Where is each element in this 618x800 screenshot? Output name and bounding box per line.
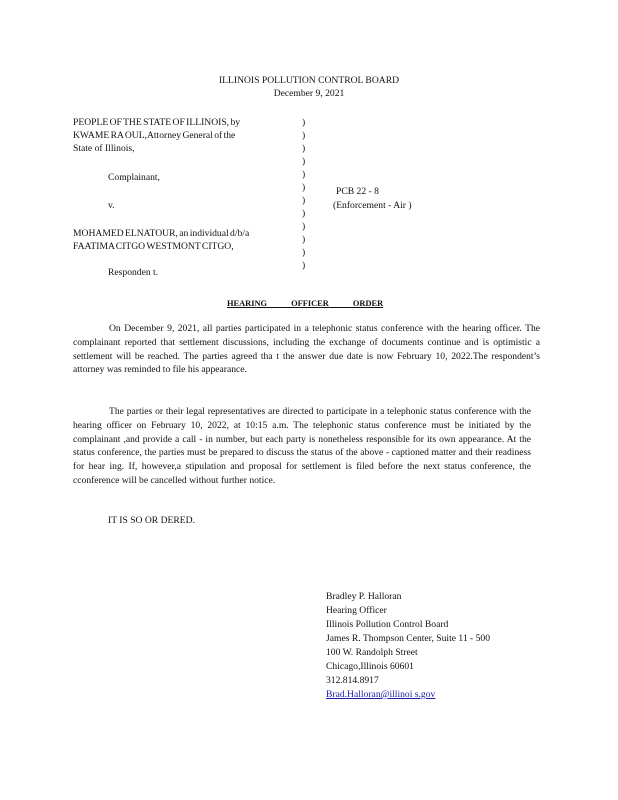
board-title: ILLINOIS POLLUTION CONTROL BOARD (218, 75, 400, 86)
order-paragraph-1 (73, 322, 540, 377)
complainant-label: Complainant, (108, 172, 160, 183)
document-date: December 9, 2021 (273, 88, 345, 99)
signature-address-2: 100 W. Randolph Street (326, 647, 418, 658)
case-number: PCB 22 - 8 (336, 186, 379, 197)
complainant-line-2: KWAME RA OUL,Attorney General of the (73, 130, 236, 141)
closing-statement: IT IS SO OR DERED. (108, 515, 195, 526)
paren: ) (302, 260, 306, 271)
order-heading: HEARING OFFICER ORDER (227, 299, 384, 308)
signature-address-1: James R. Thompson Center, Suite 11 - 500 (326, 633, 491, 644)
paren: ) (302, 130, 306, 141)
versus-label: v. (108, 200, 115, 211)
paren: ) (302, 195, 306, 206)
signature-city: Chicago,Illinois 60601 (326, 661, 414, 672)
respondent-line-1: MOHAMED ELNATOUR, an individual d/b/a (73, 228, 250, 239)
paragraph-text: On December 9, 2021, all parties participated in a telephonic status conference with the hearing officer. The complainant reported that settlement discussions, including the exchange of documents continue and is optimistic a settlement will be reached. The parties agreed tha t the answer due date is now February 10, 2022.The respondent’s attorney was reminded to file his appearance. (73, 323, 540, 376)
case-type: (Enforcement - Air ) (333, 200, 412, 211)
paren: ) (302, 208, 306, 219)
complainant-line-1: PEOPLE OF THE STATE OF ILLINOIS, by (73, 117, 241, 128)
signature-phone: 312.814.8917 (326, 675, 379, 686)
paren: ) (302, 143, 306, 154)
paren: ) (302, 182, 306, 193)
respondent-label: Responden t. (108, 267, 159, 278)
signature-name: Bradley P. Halloran (326, 591, 402, 602)
respondent-line-2: FAATIMA CITGO WESTMONT CITGO, (73, 241, 234, 252)
signature-organization: Illinois Pollution Control Board (326, 619, 449, 630)
paren: ) (302, 169, 306, 180)
paren: ) (302, 156, 306, 167)
signature-title: Hearing Officer (326, 605, 387, 616)
paren: ) (302, 247, 306, 258)
complainant-line-3: State of Illinois, (73, 143, 135, 154)
paren: ) (302, 117, 306, 128)
caption-parentheses (302, 116, 305, 272)
order-paragraph-2 (73, 405, 531, 488)
paragraph-text: The parties or their legal representatives are directed to participate in a telephonic status conference with the hearing officer on February 10, 2022, at 10:15 a.m. The telephonic status conference must be initiated by the complainant ,and provide a call - in number, but each party is nonetheless responsible for its own appearance. At the status conference, the parties must be prepared to discuss the status of the above - captioned matter and their readiness for hear ing. If, however,a stipulation and proposal for settlement is filed before the next status conference, the cconference will be cancelled without further notice. (73, 406, 531, 486)
paren: ) (302, 234, 306, 245)
signature-email-link[interactable]: Brad.Halloran@illinoi s.gov (326, 689, 436, 700)
paren: ) (302, 221, 306, 232)
